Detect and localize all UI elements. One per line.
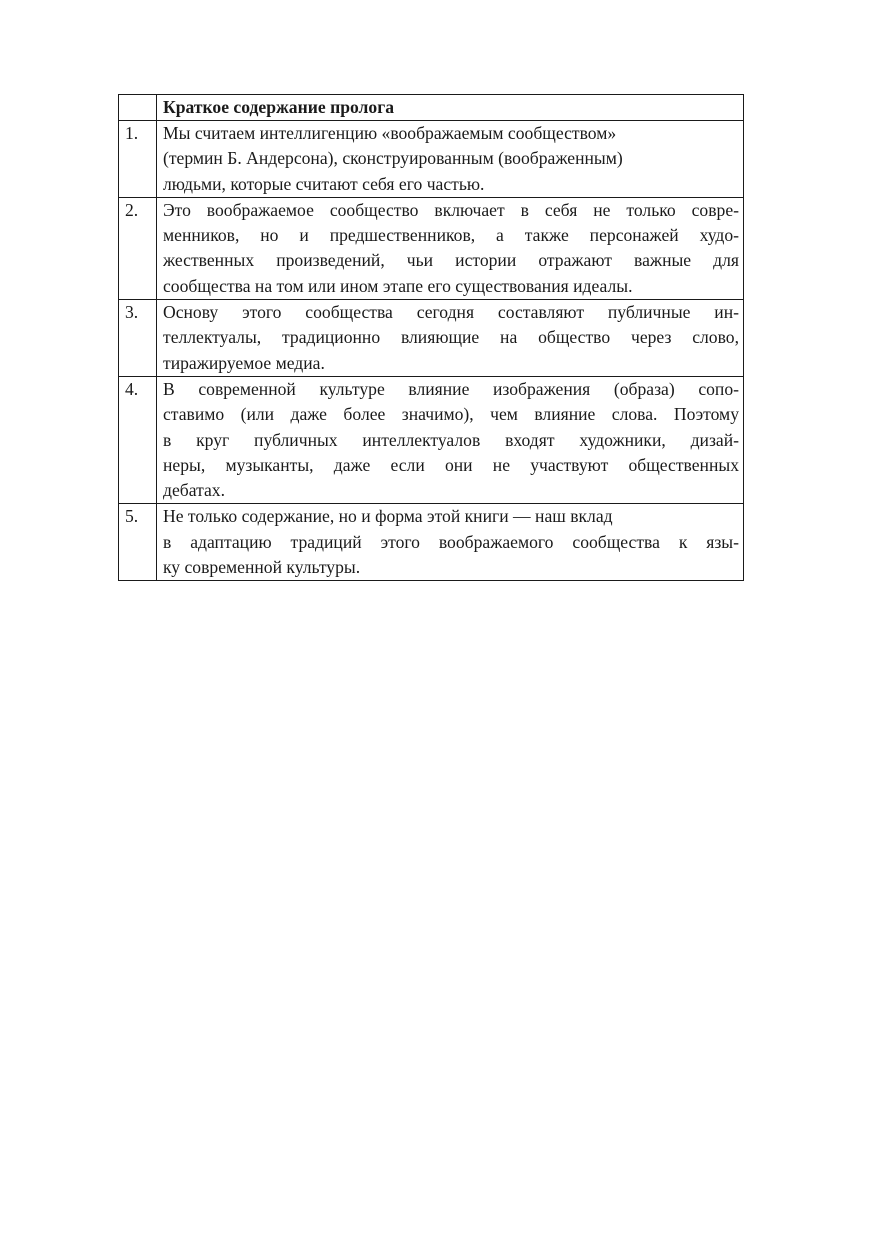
table-row bbox=[119, 376, 744, 503]
text-line: в адаптацию традиций этого воображаемого сообщества к язы- bbox=[163, 531, 739, 552]
row-number: 5. bbox=[119, 504, 157, 581]
header-number-cell bbox=[119, 95, 157, 121]
row-number: 4. bbox=[119, 376, 157, 503]
table-row bbox=[119, 197, 744, 299]
text-line: в круг публичных интеллектуалов входят художники, дизай- bbox=[163, 429, 739, 450]
text-line: В современной культуре влияние изображения (образа) сопо- bbox=[163, 378, 739, 399]
text-line: (термин Б. Андерсона), сконструированным (воображенным) bbox=[163, 148, 623, 169]
row-text bbox=[157, 121, 744, 198]
row-text bbox=[157, 197, 744, 299]
text-line: менников, но и предшественников, а также персонажей худо- bbox=[163, 225, 739, 246]
row-text bbox=[157, 504, 744, 581]
text-line: Это воображаемое сообщество включает в себя не только совре- bbox=[163, 199, 739, 220]
text-line: неры, музыканты, даже если они не участвуют общественных bbox=[163, 454, 739, 475]
text-line: жественных произведений, чьи истории отражают важные для bbox=[163, 250, 739, 271]
prologue-summary-table bbox=[118, 94, 744, 581]
table-row bbox=[119, 300, 744, 377]
table-header-title: Краткое содержание пролога bbox=[157, 95, 744, 121]
table-row bbox=[119, 121, 744, 198]
text-line: Основу этого сообщества сегодня составляют публичные ин- bbox=[163, 302, 739, 323]
text-line: людьми, которые считают себя его частью. bbox=[163, 173, 485, 194]
row-number: 2. bbox=[119, 197, 157, 299]
text-line: тиражируемое медиа. bbox=[163, 352, 325, 373]
row-number: 3. bbox=[119, 300, 157, 377]
text-line: Не только содержание, но и форма этой книги — наш вклад bbox=[163, 506, 613, 527]
row-text bbox=[157, 376, 744, 503]
text-line: сообщества на том или ином этапе его существования идеалы. bbox=[163, 275, 633, 296]
text-line: Мы считаем интеллигенцию «воображаемым сообществом» bbox=[163, 123, 617, 143]
row-number: 1. bbox=[119, 121, 157, 198]
table-row bbox=[119, 504, 744, 581]
text-line: ставимо (или даже более значимо), чем влияние слова. Поэтому bbox=[163, 404, 739, 425]
text-line: дебатах. bbox=[163, 480, 225, 501]
text-line: ку современной культуры. bbox=[163, 557, 361, 578]
table-header-row bbox=[119, 95, 744, 121]
row-text bbox=[157, 300, 744, 377]
text-line: теллектуалы, традиционно влияющие на общество через слово, bbox=[163, 327, 739, 348]
